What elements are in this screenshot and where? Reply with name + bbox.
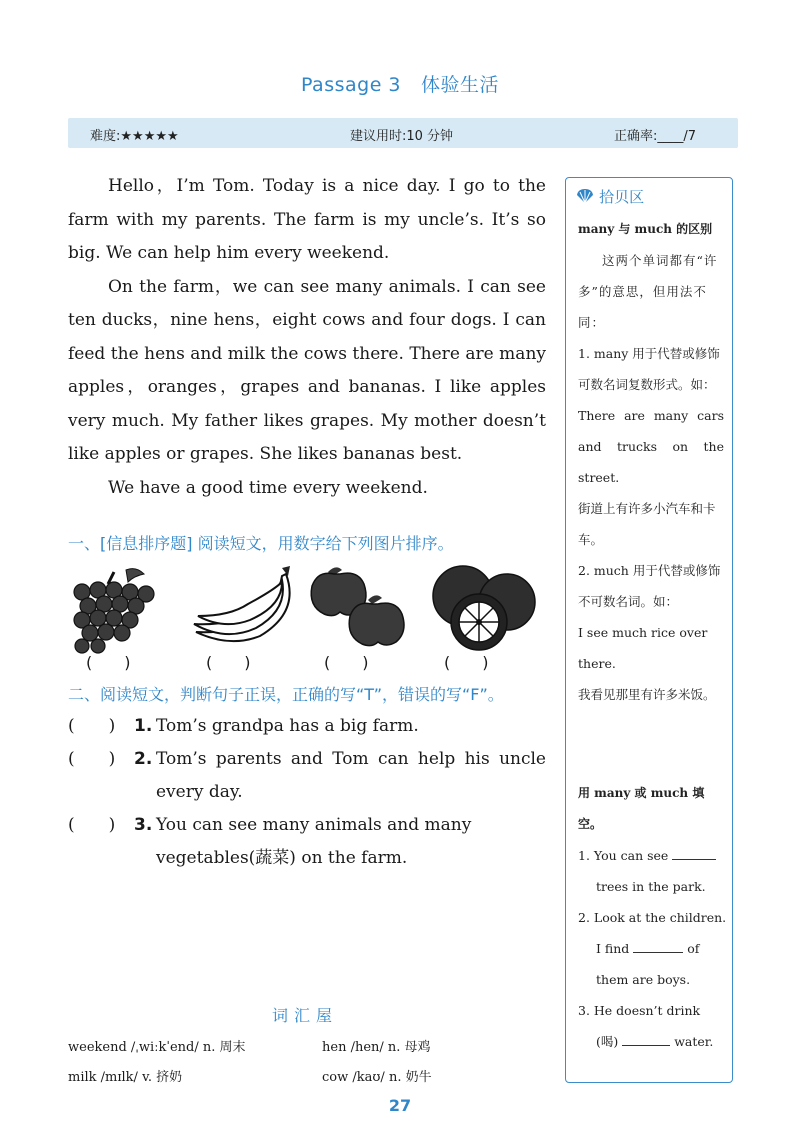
tf-item [68,809,548,875]
shell-icon [576,187,599,206]
item-number: 1. [134,716,153,736]
exercise-item-cont: them are boys. [596,972,691,987]
passage-number: Passage 3 [300,74,402,96]
sidebar-example-2-zh: 我看见那里有许多米饭。 [578,687,716,702]
page-number: 27 [388,1096,412,1115]
exercise-item-cont: I find of [596,941,700,956]
item-text: Tom’s parents and Tom can help his uncle every day. [156,749,546,802]
picture-row [68,562,548,654]
item-text: Tom’s grandpa has a big farm. [156,716,419,736]
answer-blank[interactable]: ( ) [68,716,116,736]
exercise-item: 3. He doesn’t drink [578,1003,701,1018]
oranges-picture [423,562,538,654]
tf-item [68,710,548,743]
true-false-list [68,710,548,875]
exercise-title: 用 many 或 much 填空。 [578,786,705,831]
item-text: You can see many animals and many vegetables(蔬菜) on the farm. [156,815,472,868]
tips-sidebar [565,177,733,1083]
sidebar-subtitle: many 与 much 的区别 [578,222,713,236]
vocab-item: hen /hen/ n. 母鸡 [322,1040,431,1055]
vocab-item: cow /kaʊ/ n. 奶牛 [322,1070,432,1085]
sidebar-example-1-en: There are many cars and trucks on the street. [578,408,724,485]
exercise-item: 1. You can see [578,840,728,871]
sidebar-example-2-en: I see much rice over there. [578,625,708,671]
sidebar-intro: 这两个单词都有“许多”的意思，但用法不同： [578,253,718,330]
sidebar-header [576,186,644,207]
vocab-title: 词汇屋 [271,1006,338,1025]
question-2-heading: 二、阅读短文，判断句子正误，正确的写“T”，错误的写“F”。 [68,685,504,704]
sidebar-content [578,214,724,710]
accuracy-rate: 正确率:____/7 [614,129,697,144]
passage-theme: 体验生活 [421,74,500,96]
suggested-time: 建议用时:10 分钟 [350,129,454,144]
page-title [0,70,800,97]
sidebar-point-2: 2. much 用于代替或修饰不可数名词。如： [578,563,721,609]
sidebar-point-1: 1. many 用于代替或修饰可数名词复数形式。如： [578,346,720,392]
info-bar [68,118,738,148]
exercise-item-cont: (喝) water. [596,1034,714,1049]
fill-blank[interactable] [622,1045,670,1046]
apples-picture [306,562,406,654]
sidebar-title: 拾贝区 [599,188,645,206]
answer-blank[interactable]: ( ) [324,653,369,672]
sidebar-example-1-zh: 街道上有许多小汽车和卡车。 [578,501,716,547]
passage-paragraph: We have a good time every weekend. [108,477,428,498]
answer-blank[interactable]: ( ) [68,815,116,835]
item-number: 3. [134,815,153,835]
answer-blank[interactable]: ( ) [86,653,131,672]
fill-blank[interactable] [633,952,683,953]
vocab-item: milk /mɪlk/ v. 挤奶 [68,1070,183,1085]
answer-blank[interactable]: ( ) [68,749,116,769]
reading-passage [68,170,546,505]
answer-blank[interactable]: ( ) [444,653,489,672]
vocab-item: weekend /ˌwiːkˈend/ n. 周末 [68,1040,246,1055]
grapes-picture [68,562,168,654]
item-number: 2. [134,749,153,769]
difficulty-rating: 难度:★★★★★ [90,129,179,144]
tf-item [68,743,548,809]
bananas-picture [190,562,305,654]
passage-paragraph: On the farm，we can see many animals. I can see ten ducks，nine hens，eight cows and four dogs. I can feed the hens and milk the cows there. There are many apples，oranges，grapes and bananas. I like apples very much. My father likes grapes. My mother doesn’t like apples or grapes. She likes bananas best. [68,276,546,464]
exercise-item-cont: trees in the park. [596,879,706,894]
answer-blank[interactable]: ( ) [206,653,251,672]
exercise-item: 2. Look at the children. [578,910,727,925]
passage-paragraph: Hello，I’m Tom. Today is a nice day. I go to the farm with my parents. The farm is my uncle’s. It’s so big. We can help him every weekend. [68,176,546,263]
fill-blank[interactable] [672,859,716,860]
question-1-heading: 一、[信息排序题] 阅读短文，用数字给下列图片排序。 [68,534,454,553]
